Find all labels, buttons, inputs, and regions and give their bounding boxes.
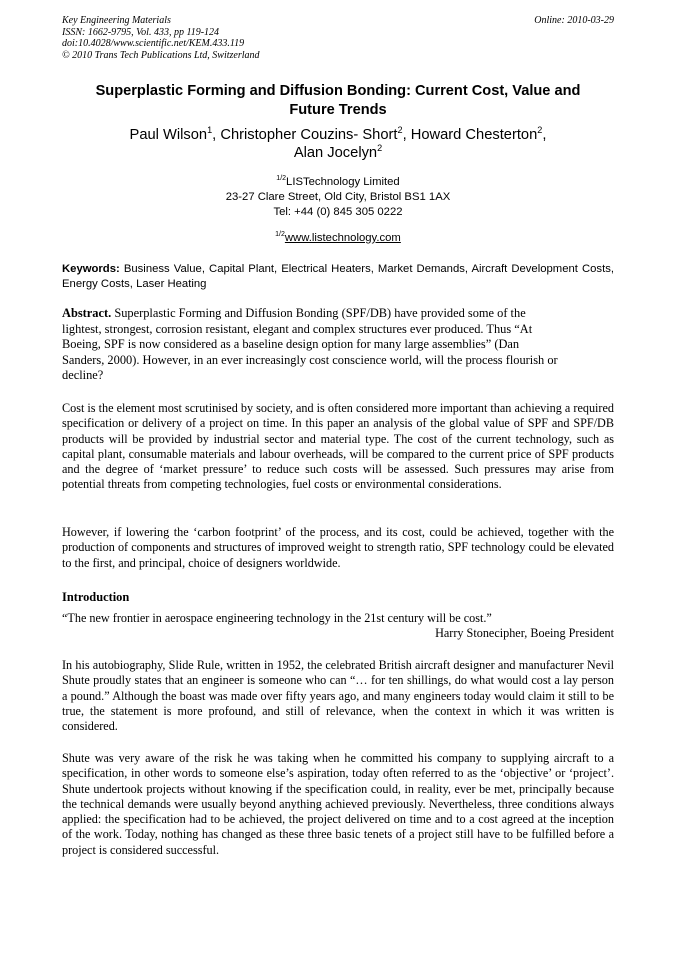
abstract-line: lightest, strongest, corrosion resistant, elegant and complex structures ever produced. Thus “At — [62, 321, 533, 336]
author-affiliation-mark: 2 — [377, 143, 383, 154]
affiliation-website — [62, 231, 614, 245]
abstract-label: Abstract. — [62, 306, 112, 320]
affiliation-telephone: Tel: +44 (0) 845 305 0222 — [273, 205, 403, 218]
author-name: Alan Jocelyn — [293, 145, 378, 162]
issn-line: ISSN: 1662-9795, Vol. 433, pp 119-124 — [62, 26, 220, 38]
body-paragraph-2: However, if lowering the ‘carbon footprint’ of the process, and its cost, could be achieved, together with the production of components and structures of improved weight to strength ratio, SPF technology could be elevated to the first, and principal, choice of designers worldwide. — [62, 525, 614, 570]
copyright-line: © 2010 Trans Tech Publications Ltd, Switzerland — [62, 49, 260, 61]
journal-header — [62, 15, 260, 61]
paper-title — [62, 82, 614, 119]
body-paragraph-1: Cost is the element most scrutinised by society, and is often considered more important than achieving a required specification or delivery of a project on time. In this paper an analysis of the global value of SPF and SPF/DB products will be provided by industrial sector and material type. The cost of the current technology, such as capital plant, consumable materials and labour overheads, will be compared to the current price of SPF products and the degree of ‘market pressure’ to reduce such costs will be assessed. Such pressures may arise from potential threats from competing technologies, fuel costs or environmental considerations. — [62, 401, 614, 492]
quote-text: “The new frontier in aerospace engineering technology in the 21st century will be cost.” — [62, 611, 492, 625]
title-line-2: Future Trends — [289, 101, 387, 118]
author-affiliation-mark: 2 — [537, 125, 543, 136]
doi-line: doi:10.4028/www.scientific.net/KEM.433.119 — [62, 38, 245, 50]
keywords-text: Business Value, Capital Plant, Electrical Heaters, Market Demands, Aircraft Development Costs, Energy Costs, Laser Heating — [62, 263, 614, 290]
body-paragraph-4: Shute was very aware of the risk he was taking when he committed his company to supplying aircraft to a specification, in other words to someone else’s aspiration, today often referred to as the ‘objective’ or ‘project’. Shute undertook projects without knowing if the specification could, in reality, ever be met, principally because the technical demands were usually beyond anything achieved previously. Nevertheless, three conditions always applied: the specification had to be achieved, the project delivered on time and to a cost agreed at the inception of the work. Today, nothing has changed as these three basic tenets of a project still have to be fulfilled before a project is considered successful. — [62, 751, 614, 857]
abstract-line: Sanders, 2000). However, in an ever increasingly cost conscience world, will the process flourish or — [62, 352, 558, 367]
abstract-line: Superplastic Forming and Diffusion Bonding (SPF/DB) have provided some of the — [111, 306, 526, 320]
online-date: Online: 2010-03-29 — [534, 15, 614, 26]
title-line-1: Superplastic Forming and Diffusion Bonding: Current Cost, Value and — [95, 83, 581, 99]
author-separator: , — [542, 127, 547, 143]
keywords-label: Keywords: — [62, 263, 120, 275]
author-list — [62, 126, 614, 162]
author-name: , Christopher Couzins- Short — [212, 127, 398, 143]
quote-attribution: Harry Stonecipher, Boeing President — [435, 626, 614, 641]
affiliation-mark: 1/2 — [276, 175, 287, 183]
author-affiliation-mark: 1 — [207, 125, 213, 136]
affiliation-block — [62, 175, 614, 219]
keywords-block — [62, 262, 614, 292]
epigraph-quote — [62, 611, 614, 642]
author-affiliation-mark: 2 — [397, 125, 403, 136]
website-link[interactable]: www.listechnology.com — [284, 232, 401, 244]
journal-name: Key Engineering Materials — [62, 15, 171, 26]
author-name: , Howard Chesterton — [402, 127, 538, 143]
author-name: Paul Wilson — [129, 127, 208, 143]
abstract-line: decline? — [62, 368, 104, 382]
abstract-line: Boeing, SPF is now considered as a baseline design option for many large assemblies” (Dan — [62, 337, 520, 351]
body-paragraph-3: In his autobiography, Slide Rule, written in 1952, the celebrated British aircraft designer and manufacturer Nevil Shute proudly states that an engineer is someone who can “… for ten shillings, do what would cost a lay person a pound.” Although the boast was made over fifty years ago, and many engineers today would claim it still to be true, the statement is more profound, and still of relevance, when the context in which it was written is considered. — [62, 658, 614, 734]
section-heading-introduction: Introduction — [62, 590, 130, 604]
website-mark: 1/2 — [275, 231, 285, 239]
affiliation-company: LISTechnology Limited — [286, 176, 400, 188]
affiliation-address: 23-27 Clare Street, Old City, Bristol BS1 1AX — [225, 190, 451, 203]
abstract-paragraph — [62, 306, 614, 384]
